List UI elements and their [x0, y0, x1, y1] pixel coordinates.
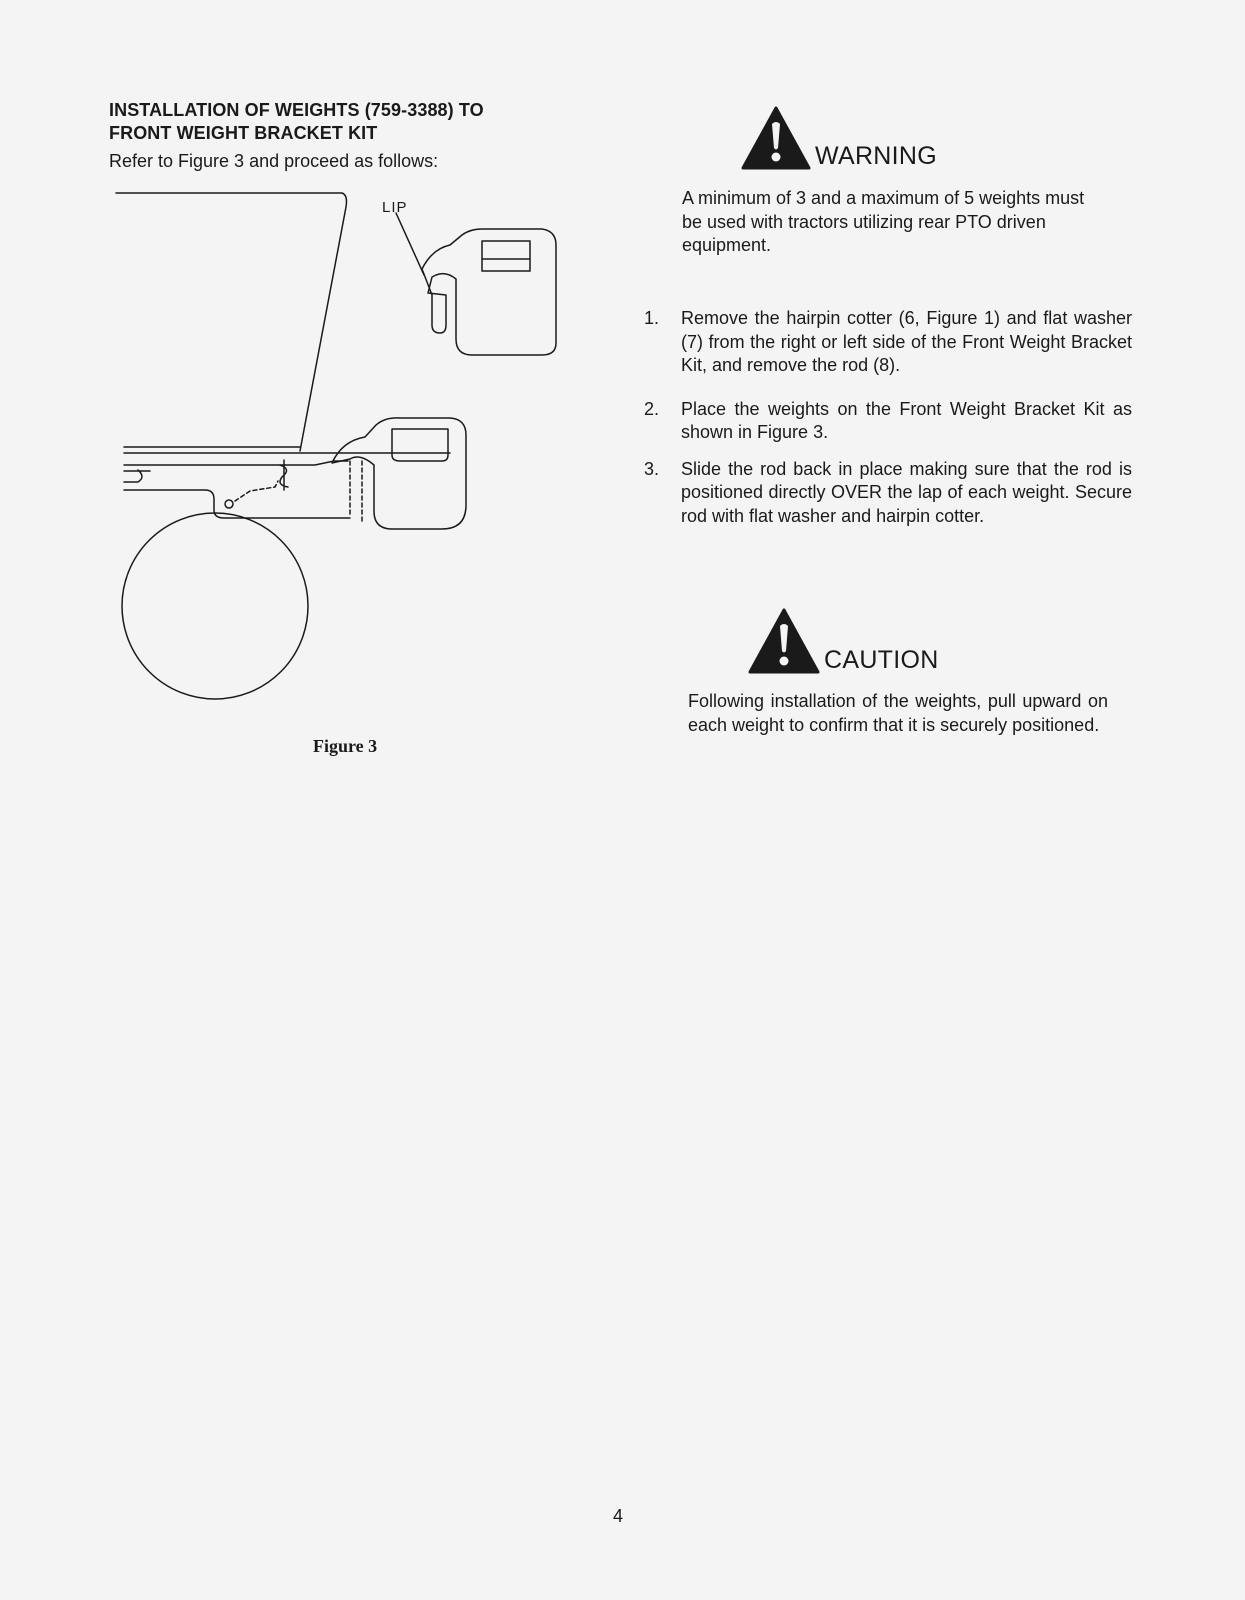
list-item: [640, 307, 1132, 378]
page-number: 4: [613, 1506, 624, 1526]
tractor-hood: [116, 193, 347, 451]
warning-title: WARNING: [815, 142, 937, 170]
lip-label: LIP: [382, 199, 408, 216]
pivot-pin: [225, 500, 233, 508]
warning-header: [741, 106, 937, 170]
step-number: 3.: [644, 458, 660, 479]
figure-3-illustration: [110, 185, 590, 730]
rod-hidden-line: [235, 481, 278, 501]
step-text: Slide the rod back in place making sure that the rod is positioned directly OVER the lap of each weight. Secure rod with flat washer and hairpin cotter.: [681, 458, 1132, 526]
list-item: [640, 458, 1132, 529]
step-number: 1.: [644, 308, 660, 328]
warning-text: A minimum of 3 and a maximum of 5 weights must be used with tractors utilizing rear PTO driven equipment.: [682, 188, 1085, 255]
section-heading-line-2: FRONT WEIGHT BRACKET KIT: [109, 123, 378, 143]
list-item: [640, 398, 1132, 445]
frame-rail: [124, 447, 450, 453]
lip-leader-line: [396, 213, 424, 275]
figure-caption: Figure 3: [313, 736, 378, 756]
installed-weight-lip: [350, 461, 362, 521]
warning-triangle-icon: [741, 106, 811, 170]
detached-weight-handle: [482, 241, 530, 271]
step-text: Place the weights on the Front Weight Bracket Kit as shown in Figure 3.: [681, 398, 1132, 442]
intro-text: Refer to Figure 3 and proceed as follows:: [109, 151, 439, 171]
section-heading: [109, 99, 569, 145]
installation-steps: [640, 307, 1132, 528]
installed-weight-handle: [392, 429, 448, 461]
caution-triangle-icon: [748, 608, 820, 674]
caution-header: [748, 608, 939, 674]
step-number: 2.: [644, 398, 660, 419]
caution-title: CAUTION: [824, 646, 939, 674]
caution-text: Following installation of the weights, pull upward on each weight to confirm that it is securely positioned.: [688, 691, 1108, 735]
step-text: Remove the hairpin cotter (6, Figure 1) and flat washer (7) from the right or left side of the Front Weight Bracket Kit, and remove the rod (8).: [681, 308, 1132, 375]
front-wheel: [122, 513, 308, 699]
installed-weight: [332, 418, 466, 529]
detached-weight: [422, 229, 556, 355]
section-heading-line-1: INSTALLATION OF WEIGHTS (759-3388) TO: [109, 100, 484, 120]
front-frame: [124, 461, 350, 518]
